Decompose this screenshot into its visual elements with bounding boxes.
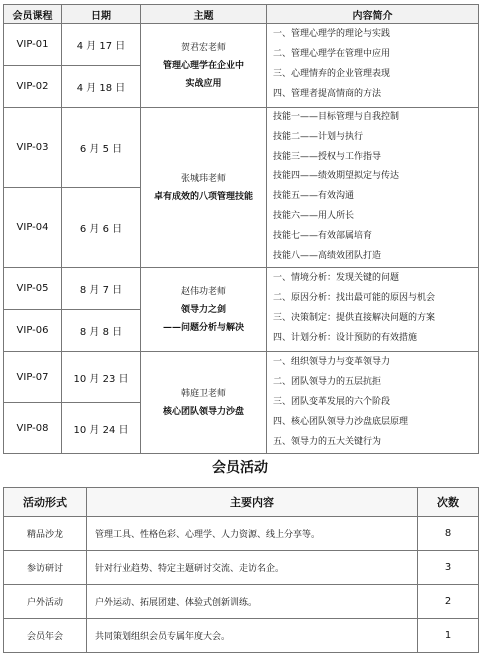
topic-cell [141, 108, 267, 268]
content-line: 五、领导力的五大关键行为 [273, 437, 382, 447]
content-line: 二、原因分析：找出最可能的原因与机会 [273, 293, 436, 303]
course-code: VIP-02 [4, 66, 62, 108]
content-line: 三、团队变革发展的六个阶段 [273, 397, 391, 407]
header-activity-content: 主要内容 [87, 488, 418, 517]
course-code: VIP-04 [4, 188, 62, 268]
activity-row [4, 619, 479, 653]
content-line: 技能七——有效部属培育 [273, 230, 373, 241]
content-line: 技能五——有效沟通 [273, 191, 355, 202]
topic-title-line: 领导力之剑 [180, 304, 226, 315]
course-date: 6 月 5 日 [62, 108, 141, 188]
topic-teacher: 张城玮老师 [180, 173, 226, 184]
course-date: 10 月 23 日 [62, 352, 141, 403]
content-line: 一、组织领导力与变革领导力 [273, 357, 391, 367]
course-row [4, 352, 479, 403]
topic-teacher: 贺君宏老师 [180, 42, 226, 53]
content-line: 技能六——用人所长 [273, 210, 355, 221]
content-cell [267, 352, 479, 454]
course-table-header-row [4, 5, 479, 24]
activity-desc: 管理工具、性格色彩、心理学、人力资源、线上分享等。 [87, 517, 418, 551]
activity-type: 户外活动 [4, 585, 87, 619]
activity-type: 会员年会 [4, 619, 87, 653]
content-line: 技能八——高绩效团队打造 [273, 250, 382, 261]
course-date: 8 月 7 日 [62, 268, 141, 310]
header-course: 会员课程 [4, 5, 62, 24]
header-activity-count: 次数 [418, 488, 479, 517]
activity-desc: 户外运动、拓展团建、体验式创新训练。 [87, 585, 418, 619]
activity-type: 精品沙龙 [4, 517, 87, 551]
activity-row [4, 585, 479, 619]
header-content: 内容简介 [267, 5, 479, 24]
activity-desc: 共同策划组织会员专属年度大会。 [87, 619, 418, 653]
course-schedule-table [3, 4, 479, 454]
content-line: 二、管理心理学在管理中应用 [273, 49, 391, 59]
topic-title-line: 管理心理学在企业中 [162, 60, 244, 71]
content-line: 技能三——授权与工作指导 [273, 151, 382, 162]
activity-type: 参访研讨 [4, 551, 87, 585]
activity-row [4, 551, 479, 585]
content-line: 四、管理者提高情商的方法 [273, 89, 382, 99]
activity-count: 1 [418, 619, 479, 653]
content-line: 技能四——绩效期望拟定与传达 [273, 171, 400, 182]
topic-title-line: 实战应用 [185, 78, 222, 89]
topic-teacher: 韩庭卫老师 [180, 388, 226, 399]
topic-title-line: 核心团队领导力沙盘 [162, 406, 244, 417]
course-code: VIP-05 [4, 268, 62, 310]
course-code: VIP-06 [4, 310, 62, 352]
topic-teacher: 赵伟功老师 [180, 286, 226, 297]
activity-count: 3 [418, 551, 479, 585]
activities-title: 会员活动 [212, 460, 268, 476]
content-line: 一、管理心理学的理论与实践 [273, 29, 391, 39]
content-line: 技能一——目标管理与自我控制 [273, 112, 400, 122]
course-row [4, 268, 479, 310]
content-line: 技能二——计划与执行 [273, 131, 364, 142]
topic-title-line: ——问题分析与解决 [162, 322, 244, 333]
content-line: 三、心理情弃的企业管理表现 [273, 69, 391, 79]
activity-count: 2 [418, 585, 479, 619]
header-topic: 主题 [141, 5, 267, 24]
course-date: 10 月 24 日 [62, 403, 141, 454]
course-row [4, 24, 479, 66]
course-row [4, 108, 479, 188]
content-line: 三、决策制定：提供直接解决问题的方案 [273, 313, 436, 323]
content-line: 四、计划分析：设计预防的有效措施 [273, 333, 418, 343]
header-date: 日期 [62, 5, 141, 24]
course-code: VIP-08 [4, 403, 62, 454]
activities-header-row [4, 488, 479, 517]
course-date: 8 月 8 日 [62, 310, 141, 352]
activity-count: 8 [418, 517, 479, 551]
content-line: 一、情境分析：发现关键的问题 [273, 273, 400, 283]
activity-row [4, 517, 479, 551]
course-code: VIP-01 [4, 24, 62, 66]
header-activity-type: 活动形式 [4, 488, 87, 517]
content-line: 四、核心团队领导力沙盘底层原理 [273, 417, 409, 427]
course-code: VIP-07 [4, 352, 62, 403]
topic-cell [141, 24, 267, 108]
course-date: 4 月 18 日 [62, 66, 141, 108]
content-cell [267, 268, 479, 352]
course-date: 4 月 17 日 [62, 24, 141, 66]
topic-title-line: 卓有成效的八项管理技能 [153, 191, 253, 202]
content-cell [267, 24, 479, 108]
course-code: VIP-03 [4, 108, 62, 188]
activity-desc: 针对行业趋势、特定主题研讨交流、走访名企。 [87, 551, 418, 585]
topic-cell [141, 268, 267, 352]
content-line: 二、团队领导力的五层抗拒 [273, 377, 382, 387]
topic-cell [141, 352, 267, 454]
content-cell [267, 108, 479, 268]
course-date: 6 月 6 日 [62, 188, 141, 268]
activities-table [3, 487, 479, 653]
